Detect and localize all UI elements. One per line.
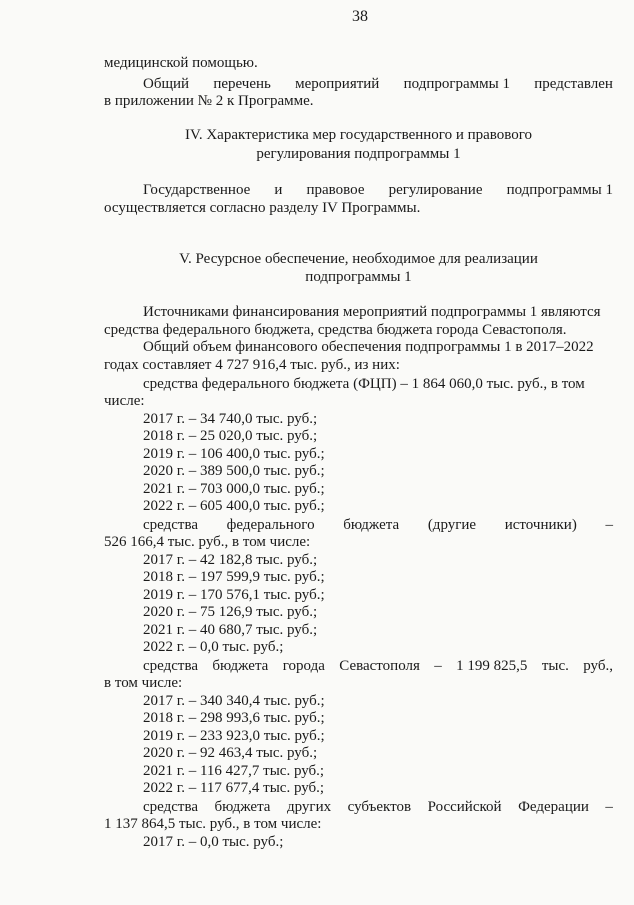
word: подпрограммы 1 bbox=[403, 76, 510, 92]
section-5-p2-line-2: годах составляет 4 727 916,4 тыс. руб., из них: bbox=[104, 357, 400, 373]
fed-other-year-2017: 2017 г. – 42 182,8 тыс. руб.; bbox=[143, 552, 318, 568]
sevastopol-year-2022: 2022 г. – 117 677,4 тыс. руб.; bbox=[143, 780, 325, 796]
word: руб., bbox=[583, 658, 613, 674]
sevastopol-year-2020: 2020 г. – 92 463,4 тыс. руб.; bbox=[143, 745, 318, 761]
section-4-title-line-1: IV. Характеристика мер государственного и правового bbox=[184, 127, 533, 143]
intro-line-1: медицинской помощью. bbox=[104, 55, 258, 71]
word: – bbox=[605, 799, 613, 815]
word: регулирование bbox=[388, 182, 483, 198]
word: и bbox=[274, 182, 283, 198]
word: – bbox=[434, 658, 442, 674]
word: бюджета bbox=[343, 517, 400, 533]
word: бюджета bbox=[214, 799, 271, 815]
word: тыс. bbox=[541, 658, 569, 674]
word: Севастополя bbox=[339, 658, 420, 674]
word: других bbox=[286, 799, 332, 815]
word: 1 199 825,5 bbox=[456, 658, 528, 674]
word: бюджета bbox=[212, 658, 269, 674]
word: Общий bbox=[143, 76, 190, 92]
fed-other-line-2: 526 166,4 тыс. руб., в том числе: bbox=[104, 534, 311, 550]
word: федерального bbox=[226, 517, 315, 533]
word: (другие bbox=[427, 517, 477, 533]
fcp-year-2017: 2017 г. – 34 740,0 тыс. руб.; bbox=[143, 411, 318, 427]
fed-other-line-1 bbox=[143, 517, 613, 534]
other-subjects-line-1 bbox=[143, 799, 613, 816]
word: субъектов bbox=[347, 799, 412, 815]
word: – bbox=[605, 517, 613, 533]
word: источники) bbox=[504, 517, 577, 533]
word: Федерации bbox=[518, 799, 589, 815]
word: перечень bbox=[213, 76, 271, 92]
word: представлен bbox=[534, 76, 613, 92]
fcp-year-2019: 2019 г. – 106 400,0 тыс. руб.; bbox=[143, 446, 325, 462]
section-4-title-line-2: регулирования подпрограммы 1 bbox=[256, 146, 461, 162]
word: Государственное bbox=[143, 182, 251, 198]
sevastopol-line-1 bbox=[143, 658, 613, 675]
fcp-year-2020: 2020 г. – 389 500,0 тыс. руб.; bbox=[143, 463, 325, 479]
section-5-p2-line-1: Общий объем финансового обеспечения подпрограммы 1 в 2017–2022 bbox=[143, 339, 594, 355]
word: средства bbox=[143, 517, 199, 533]
fed-other-year-2021: 2021 г. – 40 680,7 тыс. руб.; bbox=[143, 622, 318, 638]
other-subjects-line-2: 1 137 864,5 тыс. руб., в том числе: bbox=[104, 816, 322, 832]
other-subjects-year-2017: 2017 г. – 0,0 тыс. руб.; bbox=[143, 834, 284, 850]
word: подпрограммы 1 bbox=[506, 182, 613, 198]
fed-other-year-2022: 2022 г. – 0,0 тыс. руб.; bbox=[143, 639, 284, 655]
sevastopol-year-2018: 2018 г. – 298 993,6 тыс. руб.; bbox=[143, 710, 325, 726]
fcp-line-2: числе: bbox=[104, 393, 145, 409]
word: города bbox=[282, 658, 325, 674]
fcp-year-2018: 2018 г. – 25 020,0 тыс. руб.; bbox=[143, 428, 318, 444]
section-5-title-line-1: V. Ресурсное обеспечение, необходимое для реализации bbox=[179, 251, 538, 267]
fcp-line-1: средства федерального бюджета (ФЦП) – 1 864 060,0 тыс. руб., в том bbox=[143, 376, 585, 392]
section-5-title-line-2: подпрограммы 1 bbox=[305, 269, 412, 285]
sevastopol-line-2: в том числе: bbox=[104, 675, 183, 691]
section-4-paragraph-line-1 bbox=[143, 182, 613, 199]
fed-other-year-2019: 2019 г. – 170 576,1 тыс. руб.; bbox=[143, 587, 325, 603]
word: мероприятий bbox=[295, 76, 380, 92]
sevastopol-year-2021: 2021 г. – 116 427,7 тыс. руб.; bbox=[143, 763, 325, 779]
sevastopol-year-2017: 2017 г. – 340 340,4 тыс. руб.; bbox=[143, 693, 325, 709]
fed-other-year-2018: 2018 г. – 197 599,9 тыс. руб.; bbox=[143, 569, 325, 585]
sevastopol-year-2019: 2019 г. – 233 923,0 тыс. руб.; bbox=[143, 728, 325, 744]
section-5-p1-line-2: средства федерального бюджета, средства бюджета города Севастополя. bbox=[104, 322, 567, 338]
word: правовое bbox=[306, 182, 365, 198]
fcp-year-2021: 2021 г. – 703 000,0 тыс. руб.; bbox=[143, 481, 325, 497]
word: Российской bbox=[427, 799, 502, 815]
word: средства bbox=[143, 658, 199, 674]
word: средства bbox=[143, 799, 199, 815]
section-4-paragraph-line-2: осуществляется согласно разделу IV Программы. bbox=[104, 200, 421, 216]
intro-line-2 bbox=[143, 76, 613, 93]
fcp-year-2022: 2022 г. – 605 400,0 тыс. руб.; bbox=[143, 498, 325, 514]
section-5-p1-line-1: Источниками финансирования мероприятий подпрограммы 1 являются bbox=[143, 304, 601, 320]
page-number: 38 bbox=[352, 8, 368, 25]
fed-other-year-2020: 2020 г. – 75 126,9 тыс. руб.; bbox=[143, 604, 318, 620]
intro-line-3: в приложении № 2 к Программе. bbox=[104, 93, 314, 109]
